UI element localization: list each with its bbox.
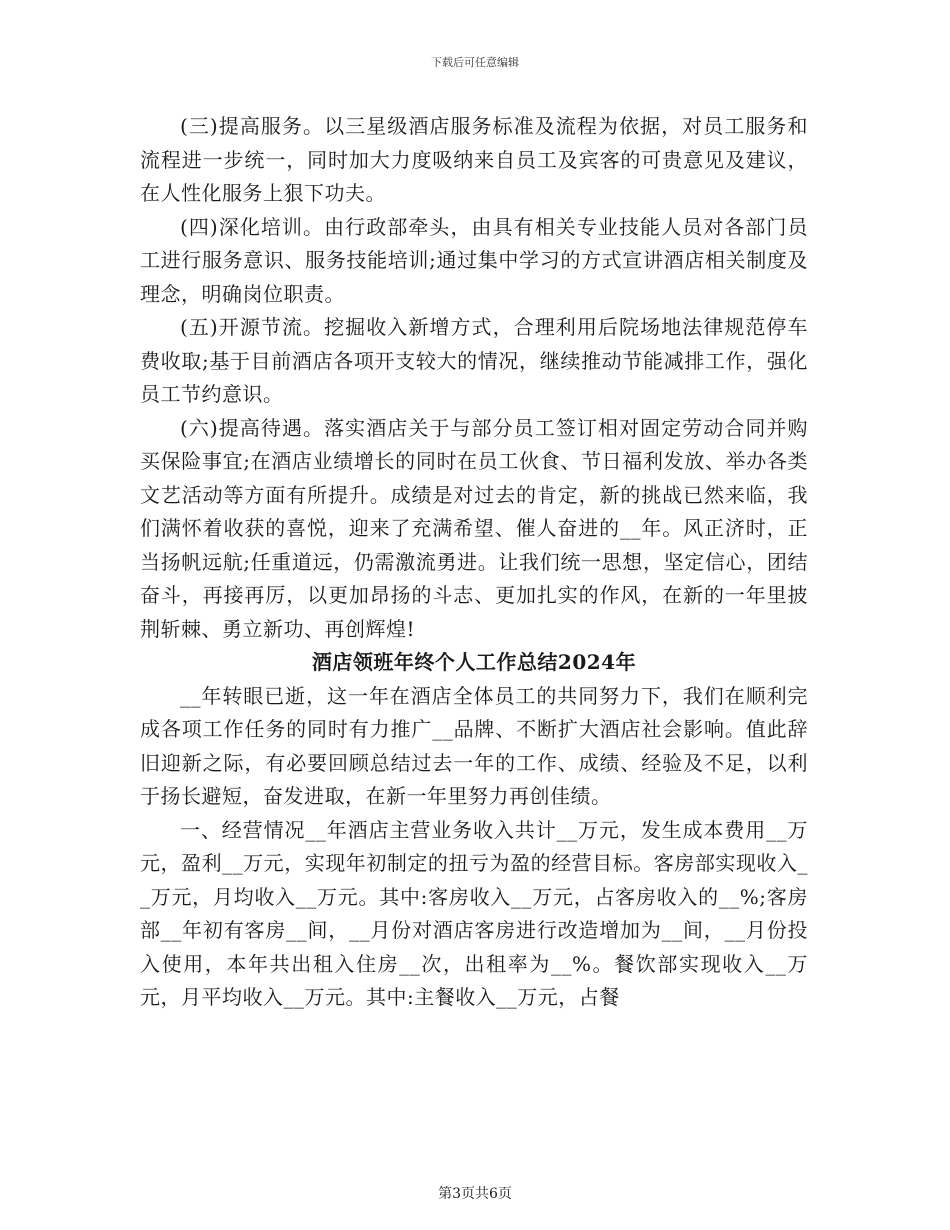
page-footer: 第3页共6页 bbox=[438, 1186, 512, 1202]
page-header-note: 下载后可任意编辑 bbox=[431, 56, 519, 69]
section-title: 酒店领班年终个人工作总结2024年 bbox=[311, 650, 637, 674]
paragraph-intro: __年转眼已逝，这一年在酒店全体员工的共同努力下，我们在顺利完成各项工作任务的同时有力推广__品牌、不断扩大酒店社会影响。值此辞旧迎新之际，有必要回顾总结过去一年的工作、成绩、经验及不足，以利于扬长避短，奋发进取，在新一年里努力再创佳绩。 bbox=[140, 683, 808, 808]
paragraph-deepen-training: (四)深化培训。由行政部牵头，由具有相关专业技能人员对各部门员工进行服务意识、服务技能培训;通过集中学习的方式宣讲酒店相关制度及理念，明确岗位职责。 bbox=[140, 214, 808, 306]
paragraph-open-source-reduce-cost: (五)开源节流。挖掘收入新增方式，合理利用后院场地法律规范停车费收取;基于目前酒店各项开支较大的情况，继续推动节能减排工作，强化员工节约意识。 bbox=[140, 315, 808, 406]
document-body bbox=[140, 110, 808, 1015]
paragraph-improve-service: (三)提高服务。以三星级酒店服务标准及流程为依据，对员工服务和流程进一步统一，同时加大力度吸纳来自员工及宾客的可贵意见及建议，在人性化服务上狠下功夫。 bbox=[140, 114, 808, 205]
paragraph-improve-benefits: (六)提高待遇。落实酒店关于与部分员工签订相对固定劳动合同并购买保险事宜;在酒店业绩增长的同时在员工伙食、节日福利发放、举办各类文艺活动等方面有所提升。成绩是对过去的肯定，新的挑战已然来临，我们满怀着收获的喜悦，迎来了充满希望、催人奋进的__年。风正济时，正当扬帆远航;任重道远，仍需激流勇进。让我们统一思想，坚定信心，团结奋斗，再接再厉，以更加昂扬的斗志、更加扎实的作风，在新的一年里披荆斩棘、勇立新功、再创辉煌! bbox=[140, 415, 808, 641]
paragraph-operations: 一、经营情况__年酒店主营业务收入共计__万元，发生成本费用__万元，盈利__万元，实现年初制定的扭亏为盈的经营目标。客房部实现收入__万元，月均收入__万元。其中:客房收入__万元，占客房收入的__%;客房部__年初有客房__间，__月份对酒店客房进行改造增加为__间，__月份投入使用，本年共出租入住房__次，出租率为__%。餐饮部实现收入__万元，月平均收入__万元。其中:主餐收入__万元，占餐 bbox=[140, 817, 808, 1009]
